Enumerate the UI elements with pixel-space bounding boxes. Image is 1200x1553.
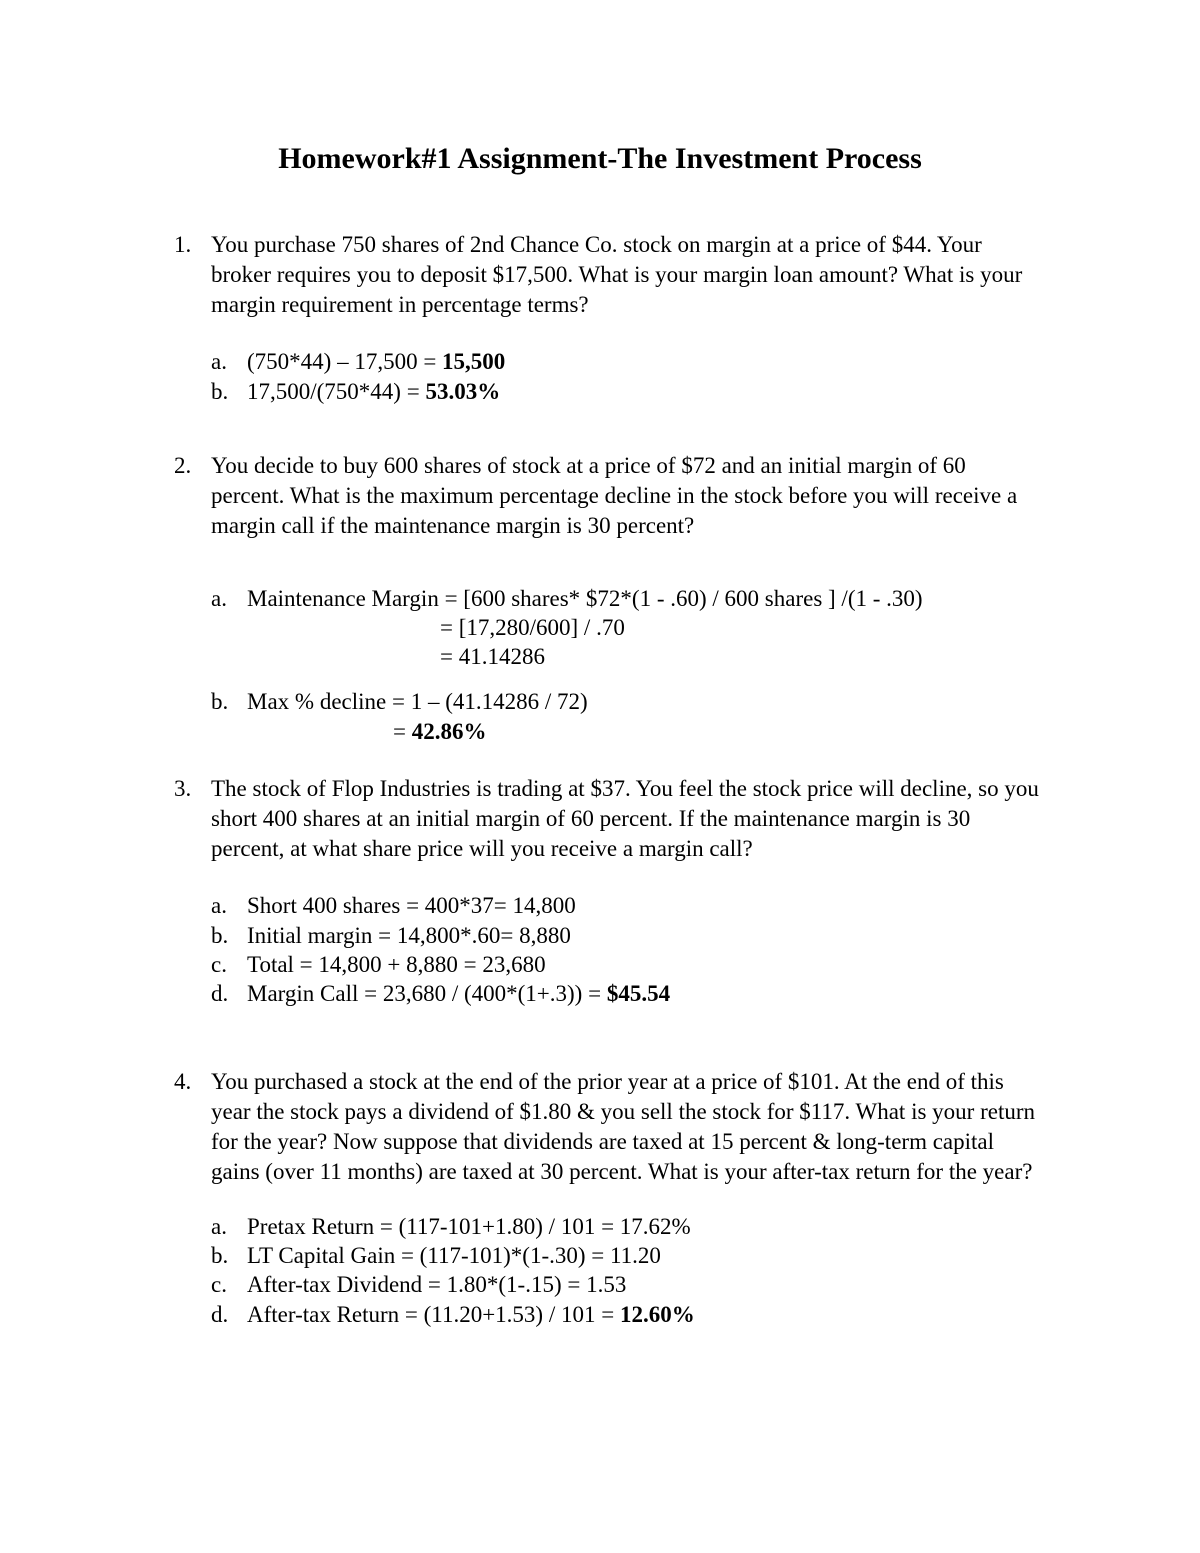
question-number: 2.: [174, 453, 192, 478]
answer-continuation: = [17,280/600] / .70: [440, 615, 625, 640]
question-line: You decide to buy 600 shares of stock at a price of $72 and an initial margin of 60: [211, 453, 966, 478]
answer-label: a.: [211, 349, 227, 374]
answer-text: Maintenance Margin = [600 shares* $72*(1 - .60) / 600 shares ] /(1 - .30): [247, 586, 923, 611]
answer-item: [0, 687, 1200, 717]
question-line: for the year? Now suppose that dividends are taxed at 15 percent & long-term capital: [211, 1129, 994, 1154]
answer-text: After-tax Return = (11.20+1.53) / 101 = 12.60%: [247, 1302, 695, 1327]
answer-continuation: = 41.14286: [440, 644, 545, 669]
answer-item: [0, 891, 1200, 921]
answer-result: 15,500: [442, 349, 506, 374]
question-line: year the stock pays a dividend of $1.80 & you sell the stock for $117. What is your return: [211, 1099, 1035, 1124]
question-line: gains (over 11 months) are taxed at 30 percent. What is your after-tax return for the year?: [211, 1159, 1033, 1184]
answer-label: b.: [211, 379, 229, 404]
answer-label: a.: [211, 893, 227, 918]
page-title: Homework#1 Assignment-The Investment Process: [278, 142, 922, 175]
answer-label: b.: [211, 923, 229, 948]
question-line: margin requirement in percentage terms?: [211, 292, 589, 317]
question-line: percent. What is the maximum percentage decline in the stock before you will receive a: [211, 483, 1018, 508]
answer-text: LT Capital Gain = (117-101)*(1-.30) = 11.20: [247, 1243, 661, 1268]
answer-label: c.: [211, 952, 227, 977]
answer-text: Pretax Return = (117-101+1.80) / 101 = 17.62%: [247, 1214, 691, 1239]
answer-text: Total = 14,800 + 8,880 = 23,680: [247, 952, 546, 977]
answer-item: [0, 377, 1200, 407]
answer-text: Short 400 shares = 400*37= 14,800: [247, 893, 576, 918]
answer-text: Margin Call = 23,680 / (400*(1+.3)) = $45.54: [247, 981, 671, 1006]
answer-item: [0, 1241, 1200, 1271]
answer-item: [0, 950, 1200, 980]
answer-label: b.: [211, 689, 229, 714]
answer-item: [0, 1300, 1200, 1330]
question-text: [211, 1067, 1071, 1187]
question-line: margin call if the maintenance margin is 30 percent?: [211, 513, 695, 538]
answer-label: d.: [211, 981, 229, 1006]
question-line: short 400 shares at an initial margin of 60 percent. If the maintenance margin is 30: [211, 806, 971, 831]
question-line: You purchase 750 shares of 2nd Chance Co. stock on margin at a price of $44. Your: [211, 232, 982, 257]
answer-text: Max % decline = 1 – (41.14286 / 72): [247, 689, 588, 714]
question-line: The stock of Flop Industries is trading at $37. You feel the stock price will decline, so you: [211, 776, 1039, 801]
answer-text: Initial margin = 14,800*.60= 8,880: [247, 923, 571, 948]
answer-item: [0, 921, 1200, 951]
answer-result: 12.60%: [619, 1302, 695, 1327]
question-text: [211, 774, 1071, 864]
answer-item: [0, 1212, 1200, 1242]
answer-label: b.: [211, 1243, 229, 1268]
answer-item: [0, 347, 1200, 377]
answer-result: 42.86%: [411, 719, 487, 744]
answer-label: a.: [211, 1214, 227, 1239]
answer-item: [0, 584, 1200, 614]
answer-result: 53.03%: [425, 379, 501, 404]
answer-item: [0, 1270, 1200, 1300]
question-line: percent, at what share price will you receive a margin call?: [211, 836, 753, 861]
answer-label: c.: [211, 1272, 227, 1297]
question-text: [211, 451, 1071, 541]
answer-label: d.: [211, 1302, 229, 1327]
answer-continuation: = 42.86%: [393, 719, 487, 744]
question-line: You purchased a stock at the end of the prior year at a price of $101. At the end of this: [211, 1069, 1004, 1094]
question-number: 4.: [174, 1069, 192, 1094]
answer-text: After-tax Dividend = 1.80*(1-.15) = 1.53: [247, 1272, 627, 1297]
answer-result: $45.54: [606, 981, 671, 1006]
question-line: broker requires you to deposit $17,500. What is your margin loan amount? What is your: [211, 262, 1023, 287]
answer-label: a.: [211, 586, 227, 611]
question-number: 3.: [174, 776, 192, 801]
question-number: 1.: [174, 232, 192, 257]
answer-text: 17,500/(750*44) = 53.03%: [247, 379, 501, 404]
answer-text: (750*44) – 17,500 = 15,500: [247, 349, 506, 374]
question-text: [211, 230, 1071, 320]
answer-item: [0, 979, 1200, 1009]
